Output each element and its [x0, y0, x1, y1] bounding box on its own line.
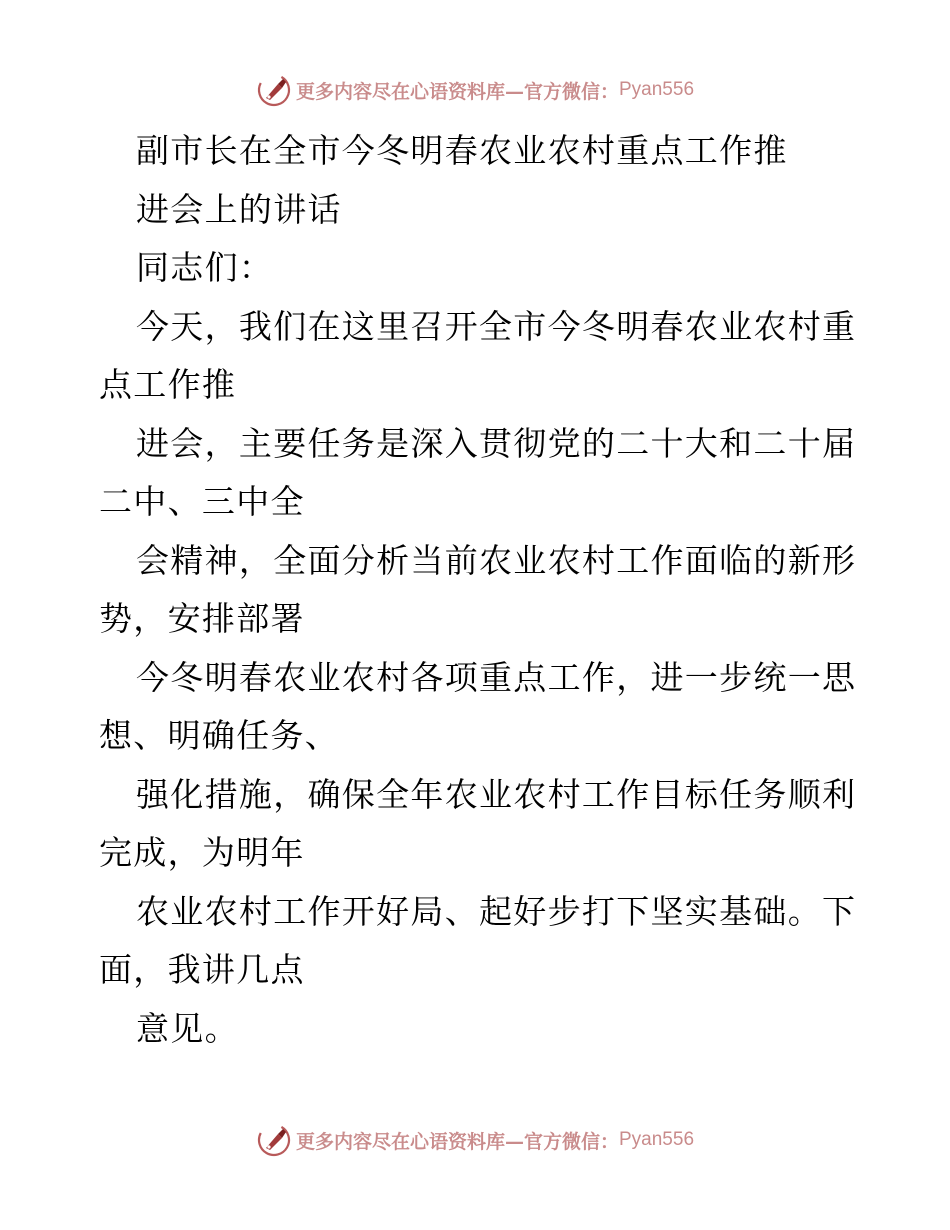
watermark-wechat-id: Pyan556	[619, 1129, 695, 1150]
document-line: 会精神，全面分析当前农业农村工作面临的新形	[136, 540, 857, 580]
document-line: 进会，主要任务是深入贯彻党的二十大和二十届	[136, 423, 857, 463]
document-line: 意见。	[136, 1008, 239, 1048]
document-line: 二中、三中全	[99, 482, 305, 521]
document-line: 点工作推	[99, 365, 237, 404]
pen-nib-logo-icon	[256, 1122, 292, 1158]
document-line: 农业农村工作开好局、起好步打下坚实基础。下	[136, 891, 857, 931]
document-line: 势，安排部署	[99, 599, 305, 638]
watermark-text: 更多内容尽在心语资料库—官方微信：	[295, 1130, 619, 1153]
pen-nib-logo-icon	[256, 72, 292, 108]
footer-watermark	[0, 1120, 950, 1160]
watermark-text: 更多内容尽在心语资料库—官方微信：	[295, 80, 619, 103]
document-line: 今冬明春农业农村各项重点工作，进一步统一思	[136, 657, 857, 697]
document-line: 想、明确任务、	[99, 716, 340, 755]
watermark-wechat-id: Pyan556	[619, 79, 695, 100]
document-line: 强化措施，确保全年农业农村工作目标任务顺利	[136, 774, 857, 814]
document-body	[99, 122, 859, 1058]
document-line: 面，我讲几点	[99, 950, 305, 989]
document-line: 副市长在全市今冬明春农业农村重点工作推	[136, 131, 788, 170]
document-line: 今天，我们在这里召开全市今冬明春农业农村重	[136, 306, 857, 346]
header-watermark	[0, 70, 950, 110]
document-line: 进会上的讲话	[136, 189, 342, 229]
document-line: 完成，为明年	[99, 833, 305, 872]
document-line: 同志们：	[136, 248, 274, 287]
